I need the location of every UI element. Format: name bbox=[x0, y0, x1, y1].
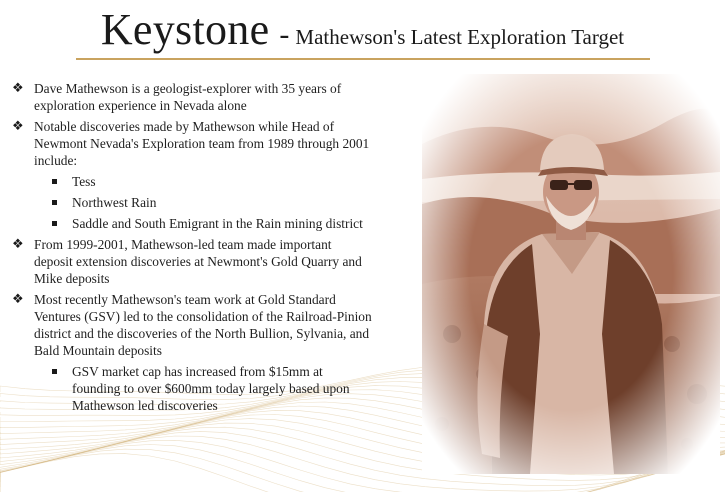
sub-bullet-list bbox=[34, 363, 372, 414]
title-main: Keystone bbox=[100, 5, 270, 54]
diamond-bullet-icon: ❖ bbox=[12, 292, 24, 307]
bullet-text: Dave Mathewson is a geologist-explorer with 35 years of exploration experience in Nevada alone bbox=[34, 81, 342, 113]
sub-bullet-item: Saddle and South Emigrant in the Rain mining district bbox=[34, 215, 372, 232]
portrait-photo bbox=[422, 74, 720, 474]
sub-bullet-item: Northwest Rain bbox=[34, 194, 372, 211]
sub-bullet-list bbox=[34, 173, 372, 232]
sub-bullet-item: Tess bbox=[34, 173, 372, 190]
title-subtitle: Mathewson's Latest Exploration Target bbox=[295, 25, 625, 49]
bullet-text: Notable discoveries made by Mathewson while Head of Newmont Nevada's Exploration team from 1989 through 2001 include: bbox=[34, 119, 370, 168]
title-divider bbox=[76, 58, 650, 60]
bullet-list bbox=[12, 80, 372, 418]
portrait-image bbox=[422, 74, 720, 474]
bullet-item bbox=[12, 118, 372, 232]
bullet-text: From 1999-2001, Mathewson-led team made important deposit extension discoveries at Newmont's Gold Quarry and Mike deposits bbox=[34, 237, 362, 286]
slide-title bbox=[0, 4, 725, 56]
diamond-bullet-icon: ❖ bbox=[12, 119, 24, 134]
title-separator: - bbox=[279, 18, 290, 51]
diamond-bullet-icon: ❖ bbox=[12, 237, 24, 252]
bullet-item bbox=[12, 236, 372, 287]
bullet-text: Most recently Mathewson's team work at Gold Standard Ventures (GSV) led to the consolidation of the Railroad-Pinion district and the discoveries of the North Bullion, Sylvania, and Bald Mountain deposits bbox=[34, 292, 372, 358]
bullet-item bbox=[12, 80, 372, 114]
sub-bullet-item: GSV market cap has increased from $15mm at founding to over $600mm today largely based upon Mathewson led discoveries bbox=[34, 363, 372, 414]
diamond-bullet-icon: ❖ bbox=[12, 81, 24, 96]
bullet-item bbox=[12, 291, 372, 414]
